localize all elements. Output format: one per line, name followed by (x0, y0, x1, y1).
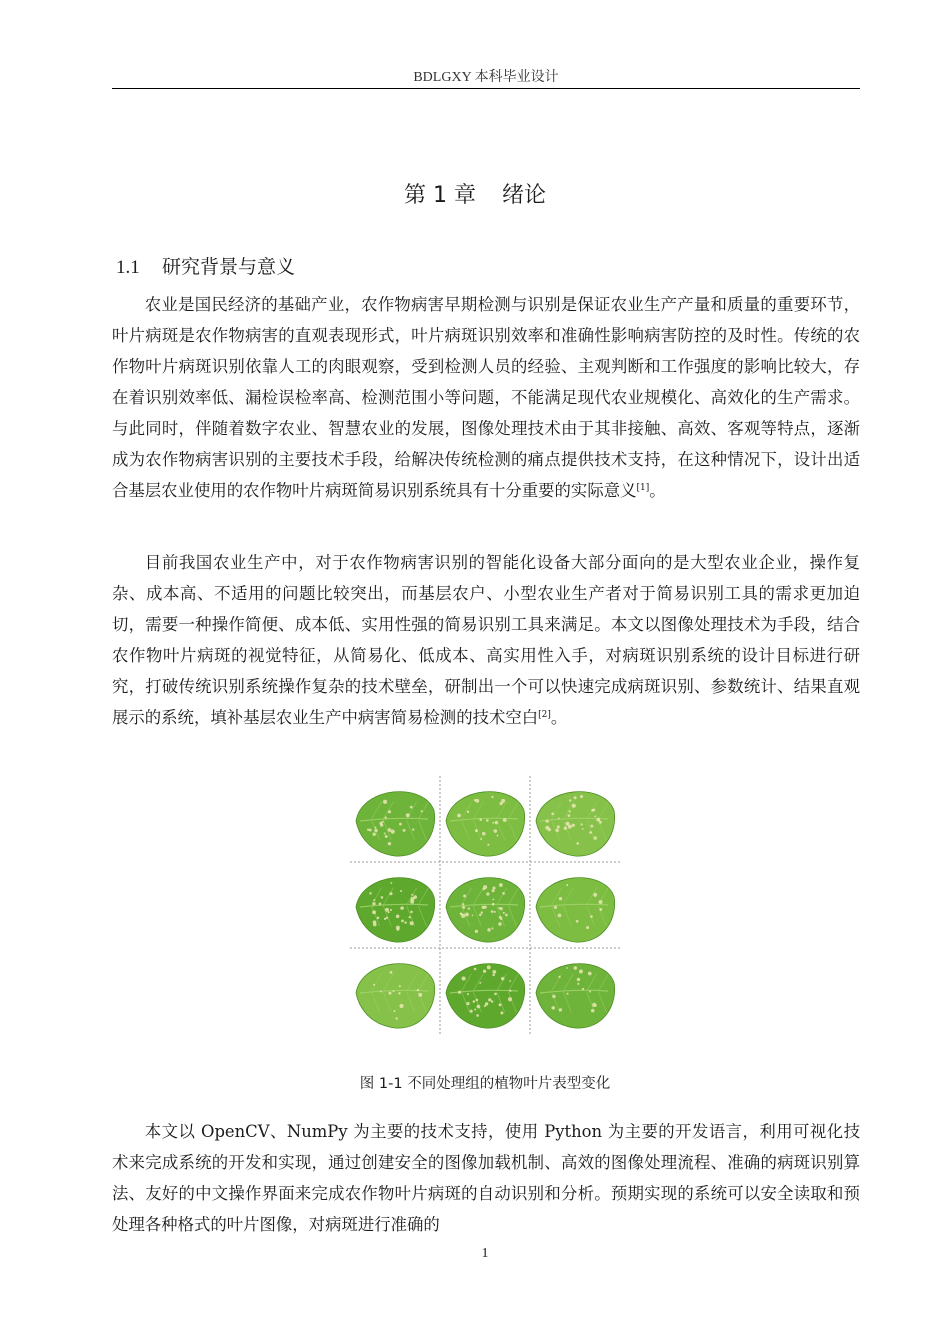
figure-caption: 图 1-1 不同处理组的植物叶片表型变化 (359, 1076, 611, 1092)
chapter-title (0, 178, 950, 209)
header-rule (112, 88, 860, 89)
chapter-number: 第 1 章 (404, 183, 476, 208)
citation-ref[interactable]: [2] (538, 710, 551, 720)
page-number: 1 (481, 1246, 489, 1261)
leaf-image (536, 964, 615, 1028)
leaf-image (446, 878, 525, 942)
paragraph-text: 农业是国民经济的基础产业，农作物病害早期检测与识别是保证农业生产产量和质量的重要环节，叶片病斑是农作物病害的直观表现形式，叶片病斑识别效率和准确性影响病害防控的及时性。传统的农作物叶片病斑识别依靠人工的肉眼观察，受到检测人员的经验、主观判断和工作强度的影响比较大，存在着识别效率低、漏检误检率高、检测范围小等问题，不能满足现代农业规模化、高效化的生产需求。与此同时，伴随着数字农业、智慧农业的发展，图像处理技术由于其非接触、高效、客观等特点，逐渐成为农作物病害识别的主要技术手段，给解决传统检测的痛点提供技术支持，在这种情况下，设计出适合基层农业使用的农作物叶片病斑简易识别系统具有十分重要的实际意义 (112, 295, 860, 500)
section-number: 1.1 (116, 257, 140, 278)
leaf-image (356, 792, 435, 856)
running-header: BDLGXY 本科毕业设计 (413, 70, 559, 85)
paragraph-approach (112, 1116, 860, 1240)
paragraph-text: 本文以 OpenCV、NumPy 为主要的技术支持，使用 Python 为主要的开发语言，利用可视化技术来完成系统的开发和实现，通过创建安全的图像加载机制、高效的图像处理流程、准确的病斑识别算法、友好的中文操作界面来完成农作物叶片病斑的自动识别和分析。预期实现的系统可以安全读取和预处理各种格式的叶片图像，对病斑进行准确的 (112, 1122, 860, 1234)
section-name: 研究背景与意义 (162, 256, 296, 278)
leaf-image (536, 878, 615, 942)
chapter-name: 绪论 (501, 183, 546, 208)
paragraph-background (112, 289, 860, 506)
leaf-grid-image (350, 776, 620, 1034)
leaf-grid-figure (350, 776, 620, 1034)
paragraph-end: 。 (550, 708, 568, 727)
leaf-image (446, 964, 525, 1028)
section-title (116, 252, 295, 279)
paragraph-significance (112, 547, 860, 733)
paragraph-text: 目前我国农业生产中，对于农作物病害识别的智能化设备大部分面向的是大型农业企业，操作复杂、成本高、不适用的问题比较突出，而基层农户、小型农业生产者对于简易识别工具的需求更加迫切，需要一种操作简便、成本低、实用性强的简易识别工具来满足。本文以图像处理技术为手段，结合农作物叶片病斑的视觉特征，从简易化、低成本、高实用性入手，对病斑识别系统的设计目标进行研究，打破传统识别系统操作复杂的技术壁垒，研制出一个可以快速完成病斑识别、参数统计、结果直观展示的系统，填补基层农业生产中病害简易检测的技术空白 (112, 553, 860, 727)
leaf-image (536, 792, 615, 856)
leaf-image (356, 964, 435, 1028)
paragraph-end: 。 (649, 481, 666, 500)
leaf-image (356, 878, 435, 942)
leaf-image (446, 792, 525, 856)
citation-ref[interactable]: [1] (636, 483, 650, 493)
